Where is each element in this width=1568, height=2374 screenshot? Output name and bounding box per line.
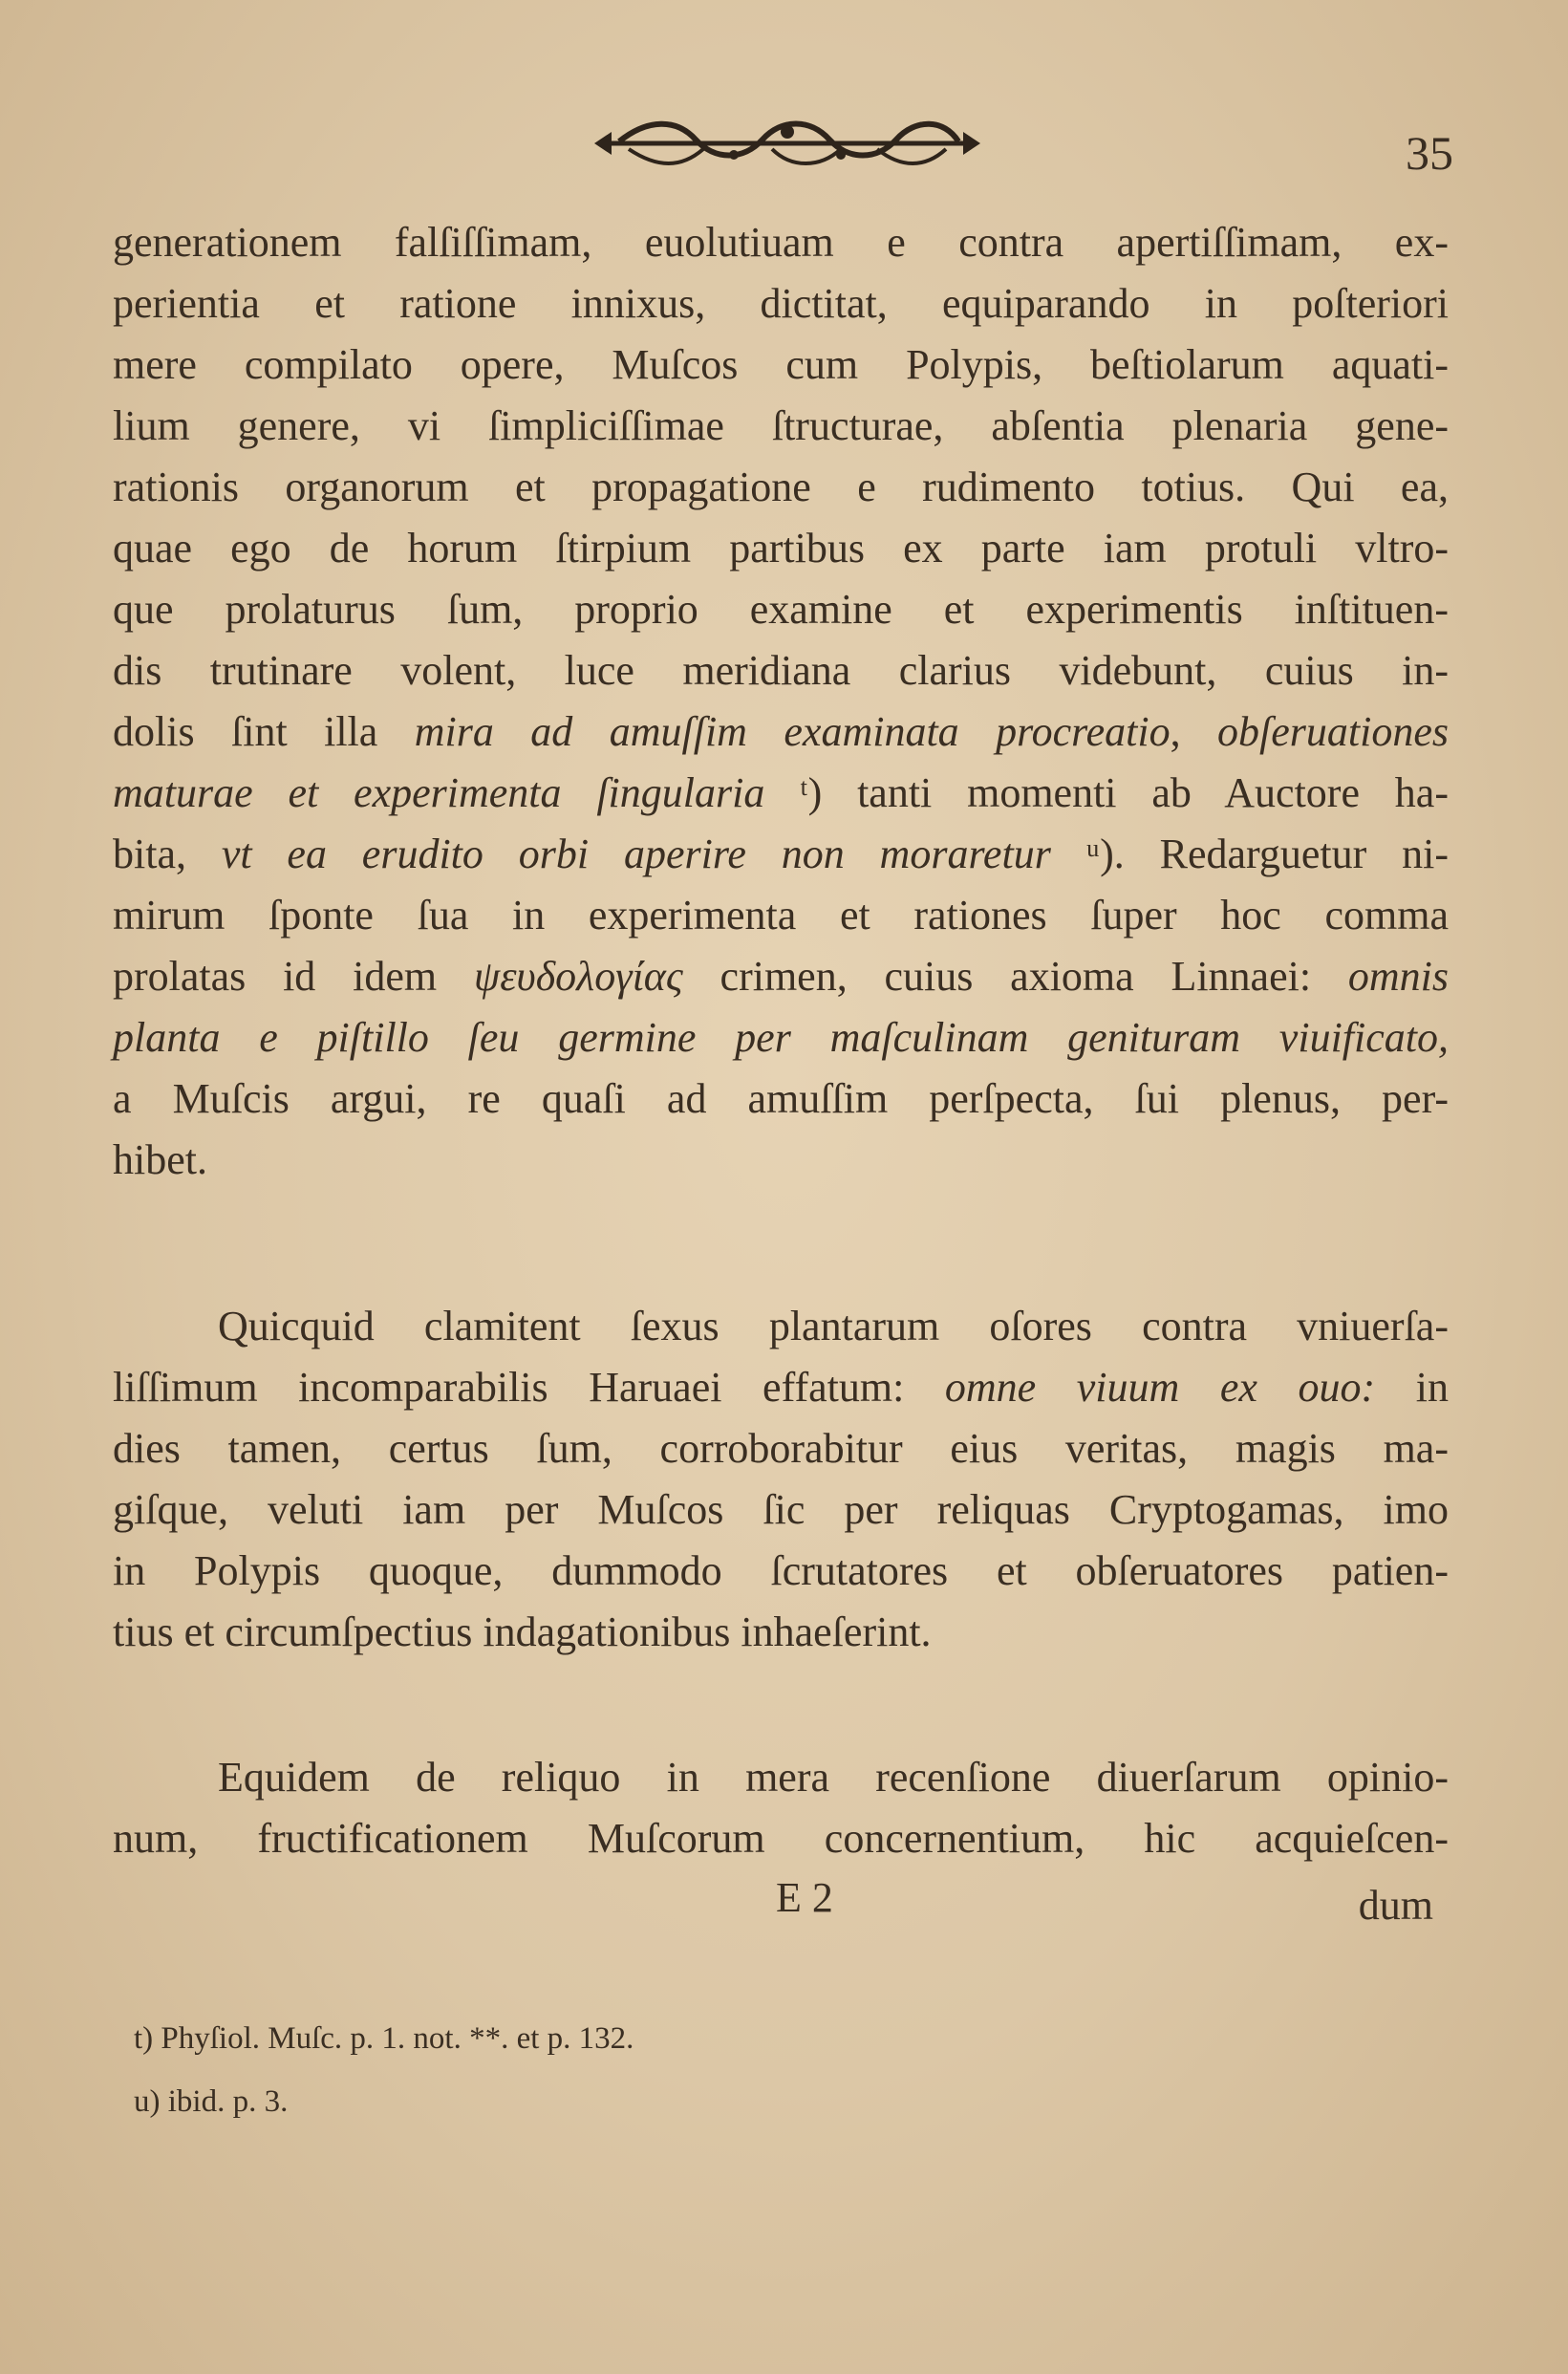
text-run: rationis organorum et propagatione e rudimento totius. Qui ea,	[113, 464, 1449, 510]
text-line	[113, 1068, 1449, 1130]
paragraph	[113, 212, 1449, 1191]
text-run: mirum ſponte ſua in experimenta et rationes ſuper hoc comma	[113, 892, 1449, 939]
text-run: a Muſcis argui, re quaſi ad amuſſim perſpecta, ſui plenus, per-	[113, 1075, 1449, 1122]
text-run: ᵘ). Redarguetur ni-	[1050, 831, 1449, 877]
italic-text: ψευδολογίας	[473, 953, 683, 1000]
text-run: tius et circumſpectius indagationibus inhaeſerint.	[113, 1608, 932, 1655]
text-line	[113, 212, 1449, 273]
text-line	[113, 885, 1449, 946]
text-run: dies tamen, certus ſum, corroborabitur eius veritas, magis ma-	[113, 1425, 1449, 1472]
text-line	[113, 1602, 1449, 1663]
footnotes	[134, 2007, 634, 2133]
text-run: bita,	[113, 831, 222, 877]
text-line	[113, 1808, 1449, 1869]
text-line	[113, 1007, 1449, 1068]
text-run: lium genere, vi ſimpliciſſimae ſtructurae, abſentia plenaria gene-	[113, 402, 1449, 449]
text-run: prolatas id idem	[113, 953, 474, 1000]
text-line	[113, 1296, 1449, 1357]
paragraph	[113, 1747, 1449, 1869]
text-run: generationem falſiſſimam, euolutiuam e contra apertiſſimam, ex-	[113, 219, 1449, 266]
text-line	[113, 1418, 1449, 1479]
text-line	[113, 763, 1449, 824]
italic-text: vt ea erudito orbi aperire non moraretur	[221, 831, 1051, 877]
italic-text: maturae et experimenta ſingularia	[113, 769, 765, 816]
text-line	[113, 396, 1449, 457]
signature-mark: E 2	[776, 1874, 833, 1921]
text-line	[113, 1541, 1449, 1602]
footnote: u) ibid. p. 3.	[134, 2084, 289, 2119]
text-line	[113, 518, 1449, 579]
text-line	[113, 946, 1449, 1007]
footnote: t) Phyſiol. Muſc. p. 1. not. **. et p. 132.	[134, 2021, 634, 2056]
text-line	[113, 1479, 1449, 1541]
text-line	[113, 335, 1449, 396]
italic-text: planta e piſtillo ſeu germine per maſculinam genituram viuificato,	[113, 1014, 1449, 1061]
text-line	[113, 1747, 1449, 1808]
signature-row	[113, 1869, 1449, 1936]
catchword: dum	[1358, 1882, 1433, 1929]
text-line	[113, 457, 1449, 518]
text-run: Quicquid clamitent ſexus plantarum oſores contra vniuerſa-	[218, 1303, 1449, 1349]
text-run: dis trutinare volent, luce meridiana clarius videbunt, cuius in-	[113, 647, 1449, 694]
text-run: crimen, cuius axioma Linnaei:	[682, 953, 1348, 1000]
text-line	[113, 579, 1449, 640]
text-line	[113, 273, 1449, 335]
text-run: in Polypis quoque, dummodo ſcrutatores et obſeruatores patien-	[113, 1547, 1449, 1594]
text-run: num, fructificationem Muſcorum concernentium, hic acquieſcen-	[113, 1815, 1449, 1862]
page-number: 35	[1406, 126, 1453, 180]
text-line	[113, 1130, 1449, 1191]
text-run: ,	[1170, 708, 1218, 755]
text-line	[113, 640, 1449, 701]
text-run: giſque, veluti iam per Muſcos ſic per reliquas Cryptogamas, imo	[113, 1486, 1449, 1533]
paragraph	[113, 1296, 1449, 1663]
text-line	[113, 824, 1449, 885]
text-run: in	[1375, 1364, 1449, 1411]
printer-ornament-band	[591, 113, 984, 174]
italic-text: obſeruationes	[1217, 708, 1450, 755]
text-run: mere compilato opere, Muſcos cum Polypis, beſtiolarum aquati-	[113, 341, 1449, 388]
text-run: liſſimum incomparabilis Haruaei effatum:	[113, 1364, 945, 1411]
text-run: dolis ſint illa	[113, 708, 415, 755]
text-run: hibet.	[113, 1136, 207, 1183]
italic-text: omne viuum ex ouo:	[944, 1364, 1376, 1411]
text-run: Equidem de reliquo in mera recenſione diuerſarum opinio-	[218, 1754, 1449, 1801]
italic-text: omnis	[1347, 953, 1449, 1000]
text-run: ᵗ) tanti momenti ab Auctore ha-	[764, 769, 1449, 816]
text-run: quae ego de horum ſtirpium partibus ex parte iam protuli vltro-	[113, 525, 1449, 572]
text-run: perientia et ratione innixus, dictitat, equiparando in poſteriori	[113, 280, 1449, 327]
text-run: que prolaturus ſum, proprio examine et experimentis inſtituen-	[113, 586, 1449, 633]
italic-text: mira ad amuſſim examinata procreatio	[414, 708, 1171, 755]
main-text	[113, 212, 1449, 1936]
text-line	[113, 1357, 1449, 1418]
text-line	[113, 701, 1449, 763]
